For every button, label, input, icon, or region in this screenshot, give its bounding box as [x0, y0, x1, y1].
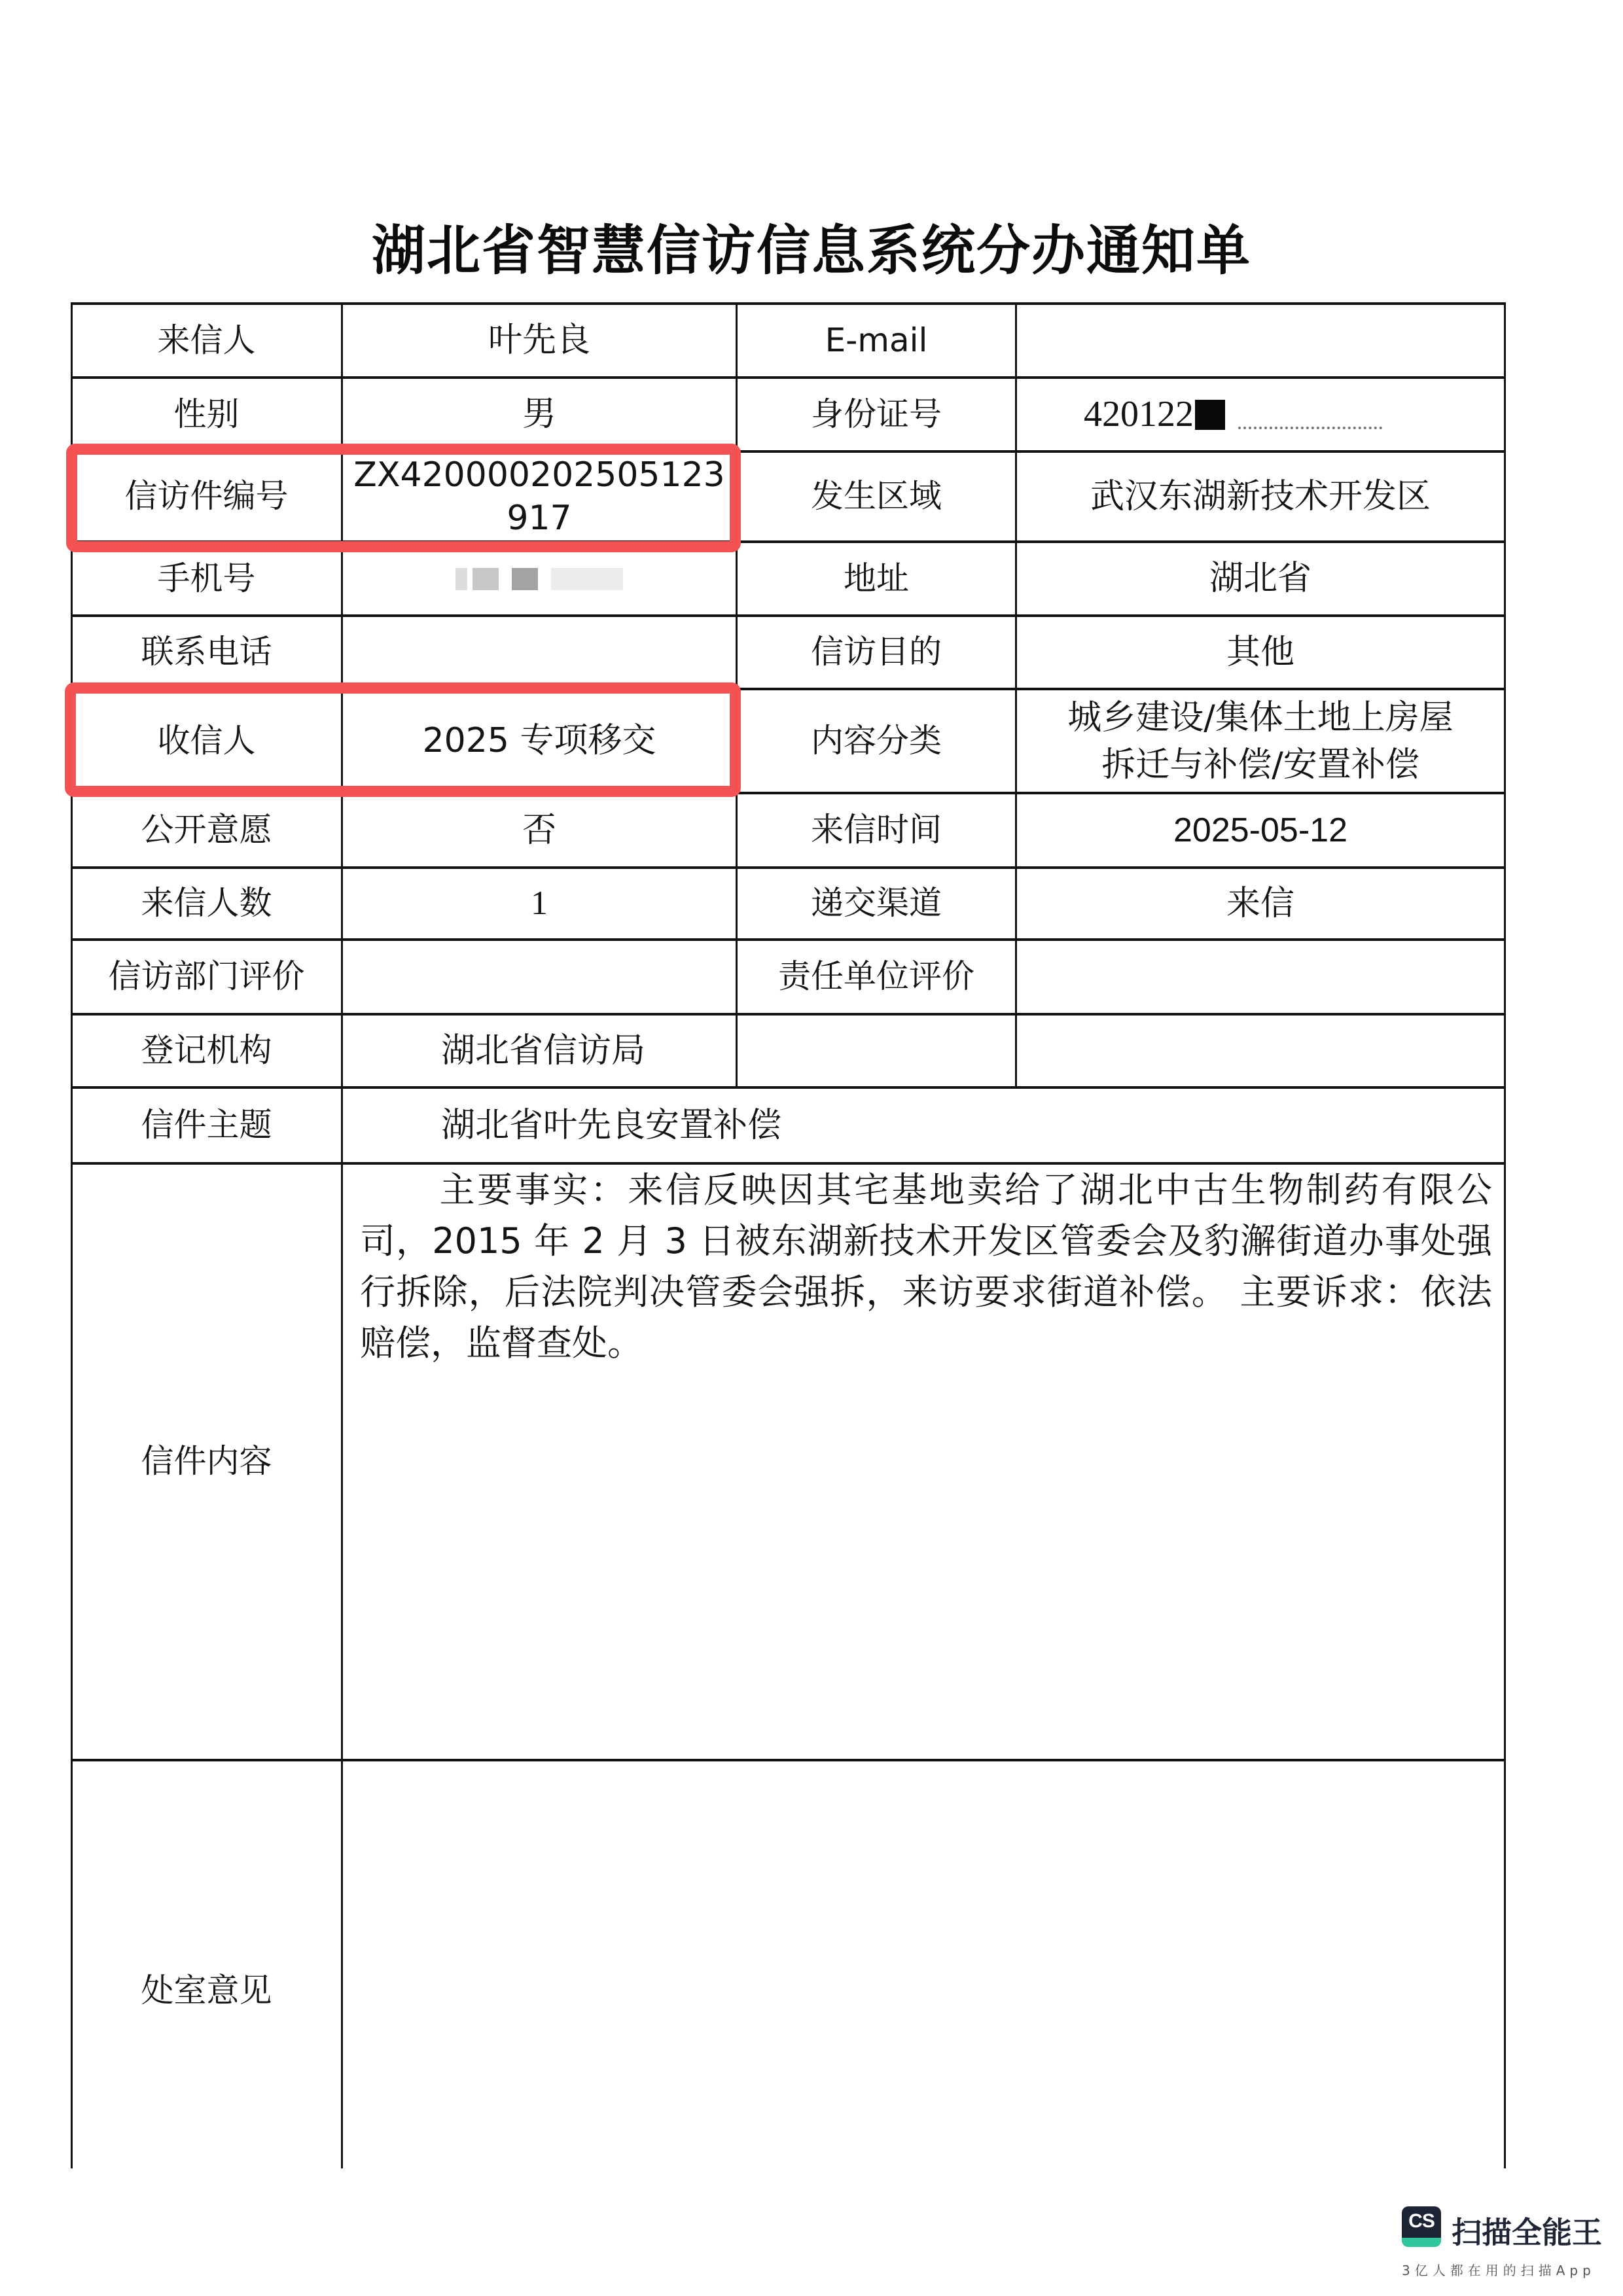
table-right-border: [1504, 302, 1506, 2168]
label-mobile: 手机号: [157, 559, 256, 597]
value-incident-area: 武汉东湖新技术开发区: [1090, 476, 1431, 516]
label-content-category: 内容分类: [811, 721, 942, 760]
redaction-block: [1195, 400, 1225, 430]
label-petition-purpose: 信访目的: [811, 633, 942, 671]
camscanner-logo-icon: [1402, 2206, 1441, 2247]
value-gender: 男: [522, 395, 556, 434]
label-incident-area: 发生区域: [811, 477, 942, 516]
label-email: E-mail: [825, 321, 928, 359]
label-address: 地址: [844, 559, 909, 597]
redaction-blur: [512, 568, 538, 590]
value-email: [1017, 305, 1504, 376]
watermark-app-name: 扫描全能王: [1452, 2215, 1602, 2250]
value-sender: 叶先良: [488, 321, 590, 361]
logo-accent-stripe: [1402, 2238, 1441, 2247]
value-contact-phone: [343, 617, 736, 688]
label-case-number: 信访件编号: [124, 477, 289, 516]
logo-text: CS: [1408, 2210, 1435, 2232]
label-dept-evaluation: 信访部门评价: [108, 957, 305, 996]
value-recipient: 2025 专项移交: [422, 721, 656, 761]
value-unit-evaluation: [1017, 941, 1504, 1013]
redaction-blur: [1238, 400, 1382, 429]
letter-content-body: [360, 1165, 1492, 1369]
letter-content-text: 主要事实：来信反映因其宅基地卖给了湖北中古生物制药有限公司，2015 年 2 月 3 日被东湖新技术开发区管委会及豹澥街道办事处强行拆除，后法院判决管委会强拆，来访要求街道补偿。 主要诉求：依法赔偿，监督查处。: [360, 1169, 1492, 1364]
document-title: 湖北省智慧信访信息系统分办通知单: [371, 220, 1251, 282]
label-registration-org: 登记机构: [141, 1031, 272, 1070]
value-office-opinion: [343, 1761, 1504, 2168]
label-id-number: 身份证号: [811, 395, 942, 433]
value-dept-evaluation: [343, 941, 736, 1013]
label-letter-content: 信件内容: [141, 1442, 272, 1481]
label-letter-date: 来信时间: [811, 811, 942, 849]
content-category-line1: 城乡建设/集体土地上房屋: [1067, 698, 1454, 737]
label-unit-evaluation: 责任单位评价: [778, 957, 974, 996]
value-petition-purpose: 其他: [1226, 632, 1294, 672]
redaction-blur: [455, 568, 467, 590]
value-letter-subject: 湖北省叶先良安置补偿: [441, 1105, 782, 1145]
value-id-number: [1017, 379, 1504, 450]
label-contact-phone: 联系电话: [141, 633, 272, 671]
label-gender: 性别: [173, 395, 240, 433]
value-mobile: [343, 543, 736, 614]
case-number-line2: 917: [507, 499, 572, 538]
label-recipient: 收信人: [157, 721, 256, 760]
value-content-category: [1017, 690, 1504, 792]
label-submission-channel: 递交渠道: [811, 884, 942, 923]
value-letter-date: 2025-05-12: [1173, 811, 1347, 849]
value-submission-channel: 来信: [1226, 883, 1294, 923]
label-sender: 来信人: [157, 321, 256, 359]
id-number-visible: 420122: [1084, 393, 1194, 434]
value-disclosure: 否: [522, 810, 556, 850]
label-sender-count: 来信人数: [141, 884, 272, 923]
label-disclosure: 公开意愿: [141, 811, 272, 849]
highlight-box-recipient: [65, 682, 741, 797]
label-office-opinion: 处室意见: [141, 1971, 272, 2010]
redaction-blur: [473, 568, 499, 590]
redaction-blur: [551, 568, 623, 590]
highlight-box-case-number: [66, 444, 741, 552]
case-number-line1: ZX420000202505123: [353, 455, 725, 495]
value-registration-org: 湖北省信访局: [441, 1031, 646, 1070]
label-letter-subject: 信件主题: [141, 1106, 272, 1144]
value-address: 湖北省: [1209, 559, 1311, 599]
content-category-line2: 拆迁与补偿/安置补偿: [1101, 745, 1419, 785]
value-sender-count: 1: [531, 884, 548, 922]
watermark-tagline: 3亿人都在用的扫描App: [1402, 2263, 1596, 2278]
